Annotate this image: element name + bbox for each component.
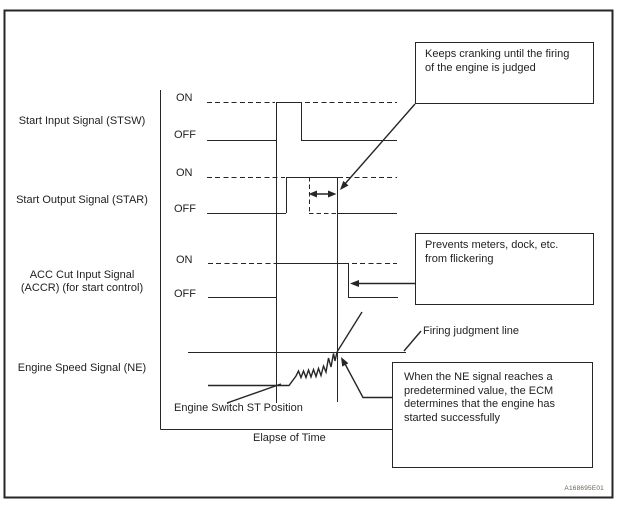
callout-box-ne-judgment (392, 362, 593, 468)
ne-judgment-arrow (341, 357, 392, 398)
callout-box-keeps-cranking (415, 42, 594, 104)
star-on-label: ON (176, 167, 193, 179)
timing-verticals (277, 102, 338, 403)
signal-label-accr-line2: (ACCR) (for start control) (20, 282, 144, 294)
callout-text-line: from flickering (425, 252, 494, 265)
callout-text-line: determines that the engine has (404, 398, 556, 410)
callout-text-line: When the NE signal reaches a (404, 371, 553, 383)
engine-switch-st-position-label: Engine Switch ST Position (174, 402, 303, 414)
stsw-off-label: OFF (174, 129, 196, 141)
callout-text-line: Prevents meters, dock, etc. (425, 239, 559, 251)
firing-judgment-line-label: Firing judgment line (423, 325, 519, 337)
stsw-on-label: ON (176, 92, 193, 104)
star-off-label: OFF (174, 203, 196, 215)
callout-text-line: started successfully (404, 411, 500, 424)
accr-off-label: OFF (174, 288, 196, 300)
callout-box-prevents-flicker (415, 233, 594, 305)
prevents-flicker-arrow (350, 280, 415, 287)
signal-label-accr (6, 269, 158, 295)
keeps-cranking-arrow (340, 104, 415, 190)
stsw-waveform (207, 102, 397, 141)
callout-arrows (309, 104, 416, 398)
signal-label-stsw: Start Input Signal (STSW) (18, 115, 146, 127)
star-waveform (207, 177, 397, 214)
ne-rise-after-start (337, 312, 362, 352)
accr-waveform (208, 263, 398, 298)
signal-label-accr-line1: ACC Cut Input Signal (29, 269, 135, 281)
x-axis-label: Elapse of Time (253, 432, 326, 444)
callout-text-line: Keeps cranking until the firing (425, 48, 570, 60)
callout-text-line: predetermined value, the ECM (404, 384, 554, 397)
figure-code: A168695E01 (564, 485, 604, 492)
cranking-extension-double-arrow (309, 191, 337, 198)
signal-label-ne: Engine Speed Signal (NE) (17, 362, 147, 374)
firing-judgment-line (188, 331, 421, 353)
ne-waveform (208, 312, 362, 386)
accr-on-label: ON (176, 254, 193, 266)
callout-text-line: of the engine is judged (425, 61, 536, 74)
signal-label-star: Start Output Signal (STAR) (16, 194, 148, 206)
